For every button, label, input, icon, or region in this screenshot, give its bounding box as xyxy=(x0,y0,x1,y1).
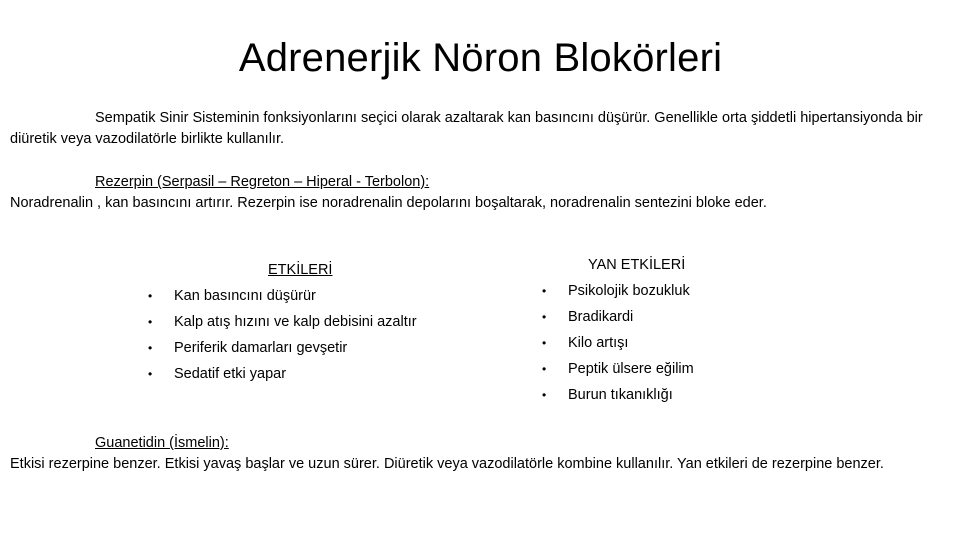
effects-list xyxy=(148,283,417,387)
reserpine-heading: Rezerpin (Serpasil – Regreton – Hiperal - Terbolon): xyxy=(95,174,430,190)
list-item: • Bradikardi xyxy=(542,304,694,330)
side-effects-list xyxy=(542,278,694,408)
list-item: • Kalp atış hızını ve kalp debisini azaltır xyxy=(148,309,417,335)
list-item: • Sedatif etki yapar xyxy=(148,361,417,387)
guanethidine-text: Etkisi rezerpine benzer. Etkisi yavaş başlar ve uzun sürer. Diüretik veya vazodilatörle kombine kullanılır. Yan etkileri de rezerpine benzer. xyxy=(10,456,884,472)
guanethidine-heading: Guanetidin (İsmelin): xyxy=(95,435,229,451)
list-item: • Peptik ülsere eğilim xyxy=(542,356,694,382)
side-effects-heading: YAN ETKİLERİ xyxy=(588,257,686,273)
list-item: • Kan basıncını düşürür xyxy=(148,283,417,309)
intro-paragraph xyxy=(10,108,950,150)
list-item: • Periferik damarları gevşetir xyxy=(148,335,417,361)
reserpine-section xyxy=(10,172,950,214)
effects-heading: ETKİLERİ xyxy=(268,262,333,278)
intro-text: Sempatik Sinir Sisteminin fonksiyonlarını seçici olarak azaltarak kan basıncını düşürür. Genellikle orta şiddetli hipertansiyonda bir diüretik veya vazodilatörle birlikte kullanılır. xyxy=(10,110,923,147)
reserpine-text: Noradrenalin , kan basıncını artırır. Rezerpin ise noradrenalin depolarını boşaltarak, noradrenalin sentezini bloke eder. xyxy=(10,195,767,211)
guanethidine-section xyxy=(10,433,950,475)
list-item: • Psikolojik bozukluk xyxy=(542,278,694,304)
list-item: • Burun tıkanıklığı xyxy=(542,382,694,408)
list-item: • Kilo artışı xyxy=(542,330,694,356)
slide-title: Adrenerjik Nöron Blokörleri xyxy=(238,36,723,80)
